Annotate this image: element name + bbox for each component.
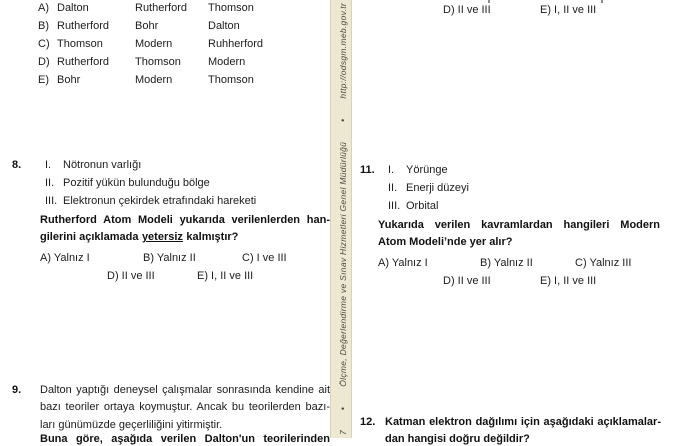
underlined-word: yetersiz — [141, 231, 183, 243]
answer-option: B) Yalnız II — [143, 252, 196, 264]
stem-text: kalmıştır? — [186, 231, 239, 243]
stem-text: gilerini açıklamada — [40, 231, 139, 243]
org-url: http://odsgm.meb.gov.tr — [337, 3, 348, 99]
option-cell: Thomson — [135, 56, 181, 68]
list-item — [388, 164, 448, 177]
list-item — [45, 195, 256, 208]
org-name: Ölçme, Değerlendirme ve Sınav Hizmetleri Genel Müdürlüğü — [337, 141, 348, 387]
option-letter: A) — [38, 2, 49, 14]
answer-option: A) Yalnız I — [378, 257, 428, 269]
option-cell: Modern — [208, 56, 246, 68]
option-cell: Thomson — [208, 2, 254, 14]
option-cell: Thomson — [208, 74, 254, 86]
answer-option: B) Yalnız II — [480, 257, 533, 269]
answer-option: D) II ve III — [443, 275, 491, 287]
options-table-row — [38, 56, 245, 69]
option-letter: D) — [38, 56, 50, 68]
option-letter: E) — [38, 74, 49, 86]
question-number: 8. — [12, 159, 22, 171]
roman-numeral: I. — [388, 164, 395, 176]
list-item — [45, 159, 141, 172]
answer-option: D) II ve III — [443, 4, 491, 16]
answer-option: A) Yalnız I — [40, 252, 90, 264]
options-table-row — [38, 20, 240, 33]
option-letter: B) — [38, 20, 49, 32]
list-item-text: Nötronun varlığı — [63, 159, 142, 171]
option-cell: Rutherford — [135, 2, 187, 14]
option-cell: Bohr — [135, 20, 159, 32]
option-cell: Dalton — [57, 2, 89, 14]
clipped-glyph-remnant — [601, 0, 603, 3]
options-table-row — [38, 38, 263, 51]
page-number-fragment: 7 — [337, 429, 348, 435]
clipped-glyph-remnant — [488, 0, 490, 3]
question-number: 12. — [360, 416, 376, 428]
option-cell: Rutherford — [57, 56, 109, 68]
list-item-text: Yörünge — [406, 164, 448, 176]
question-number: 11. — [360, 164, 375, 176]
roman-numeral: I. — [45, 159, 52, 171]
options-table-row — [38, 74, 254, 87]
answer-option: D) II ve III — [107, 270, 155, 282]
option-cell: Modern — [135, 38, 173, 50]
option-letter: C) — [38, 38, 50, 50]
option-cell: Bohr — [57, 74, 81, 86]
option-cell: Rutherford — [57, 20, 109, 32]
roman-numeral: III. — [45, 195, 58, 207]
option-cell: Ruhherford — [208, 38, 264, 50]
question-stem-line: Yukarıda verilen kavramlardan hangileri Modern — [378, 219, 660, 231]
options-table-row — [38, 2, 254, 15]
answer-option: E) I, II ve III — [540, 4, 597, 16]
list-item-text: Pozitif yükün bulunduğu bölge — [63, 177, 210, 189]
option-cell: Dalton — [208, 20, 240, 32]
roman-numeral: II. — [45, 177, 55, 189]
list-item-text: Elektronun çekirdek etrafındaki hareketi — [63, 195, 257, 207]
list-item-text: Orbital — [406, 200, 439, 212]
question-stem-line-clipped: dan hangisi doğru değildir? — [385, 433, 530, 445]
question-stem-line: Atom Modeli’nde yer alır? — [378, 236, 513, 248]
question-text-line: Dalton yaptığı deneysel çalışmalar sonrasında kendine ait — [40, 384, 330, 396]
question-stem-line: Katman elektron dağılımı için aşağıdaki açıklamalar- — [385, 416, 661, 428]
bullet-separator-icon: • — [337, 118, 348, 122]
answer-option: E) I, II ve III — [197, 270, 254, 282]
option-cell: Thomson — [57, 38, 103, 50]
divider-band-text — [333, 0, 353, 438]
roman-numeral: II. — [388, 182, 398, 194]
question-text-line: ları günümüzde geçerliliğini yitirmiştir. — [40, 419, 223, 431]
list-item — [388, 182, 469, 195]
question-stem-line — [40, 231, 238, 244]
question-stem-line: Rutherford Atom Modeli yukarıda verilenlerden han- — [40, 214, 330, 226]
list-item-text: Enerji düzeyi — [406, 182, 469, 194]
answer-option: E) I, II ve III — [540, 275, 597, 287]
question-stem-line-clipped: Buna göre, aşağıda verilen Dalton'un teorilerinden — [40, 433, 330, 445]
answer-option: C) Yalnız III — [575, 257, 632, 269]
answer-option: C) I ve III — [242, 252, 287, 264]
list-item — [388, 200, 438, 213]
option-cell: Modern — [135, 74, 173, 86]
roman-numeral: III. — [388, 200, 401, 212]
question-text-line: bazı teoriler ortaya koymuştur. Ancak bu teorilerden bazı- — [40, 401, 330, 413]
list-item — [45, 177, 210, 190]
bullet-separator-icon: • — [337, 406, 348, 411]
question-number: 9. — [12, 384, 22, 396]
